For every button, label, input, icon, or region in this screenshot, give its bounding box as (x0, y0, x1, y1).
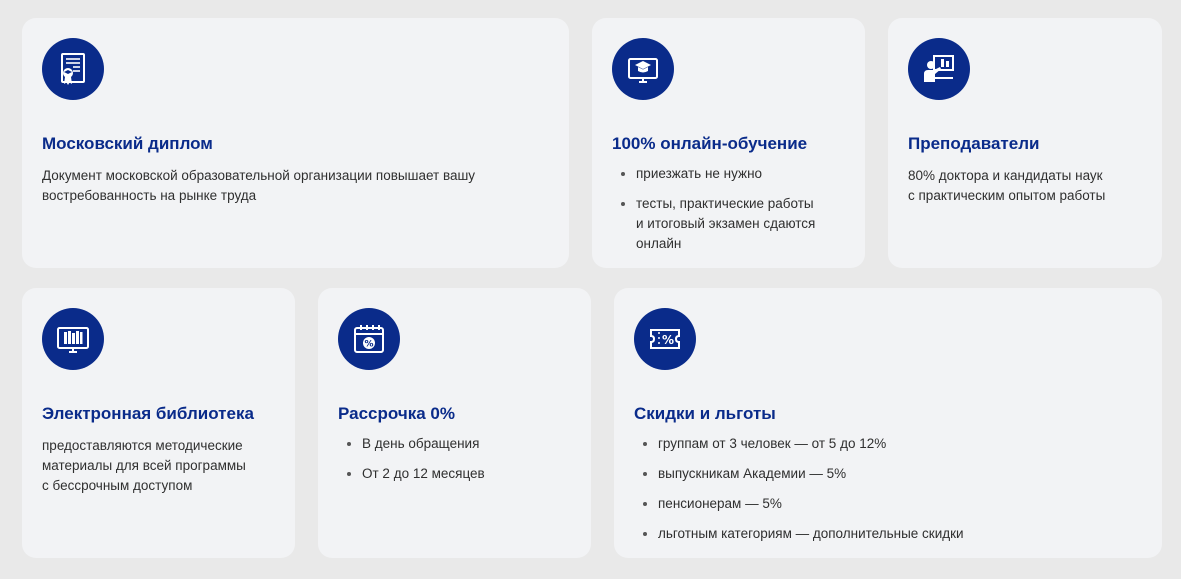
card-title: Электронная библиотека (42, 404, 254, 423)
list-item: группам от 3 человек — от 5 до 12% (634, 434, 1142, 454)
card-title: Московский диплом (42, 134, 213, 153)
calendar-percent-icon (338, 308, 400, 370)
card-discounts (614, 288, 1162, 558)
list-item: тесты, практические работы и итоговый экзамен сдаются онлайн (612, 194, 845, 254)
list-item: льготным категориям — дополнительные скидки (634, 524, 1142, 544)
list-item: выпускникам Академии — 5% (634, 464, 1142, 484)
card-teachers (888, 18, 1162, 268)
svg-text:%: % (661, 333, 675, 347)
card-text: 80% доктора и кандидаты наук с практическим опытом работы (908, 168, 1106, 203)
card-text: Документ московской образовательной организации повышает вашу востребованность на рынке труда (42, 168, 476, 203)
online-learning-icon (612, 38, 674, 100)
bullet-list (634, 434, 1142, 544)
card-installment (318, 288, 591, 558)
bullet-list (612, 164, 845, 254)
bullet-list (338, 434, 571, 484)
list-item: От 2 до 12 месяцев (338, 464, 571, 484)
diploma-icon (42, 38, 104, 100)
list-item: В день обращения (338, 434, 571, 454)
teacher-icon (908, 38, 970, 100)
card-title: Скидки и льготы (634, 404, 776, 423)
card-title: Рассрочка 0% (338, 404, 455, 423)
card-title: 100% онлайн-обучение (612, 134, 808, 153)
card-title: Преподаватели (908, 134, 1040, 153)
discount-ticket-icon (634, 308, 696, 370)
card-library (22, 288, 295, 558)
list-item: пенсионерам — 5% (634, 494, 1142, 514)
list-item: приезжать не нужно (612, 164, 845, 184)
card-diploma (22, 18, 569, 268)
card-online-learning (592, 18, 865, 268)
library-icon (42, 308, 104, 370)
svg-text:%: % (364, 339, 374, 350)
card-text: предоставляются методические материалы для всей программы с бессрочным доступом (42, 438, 246, 493)
